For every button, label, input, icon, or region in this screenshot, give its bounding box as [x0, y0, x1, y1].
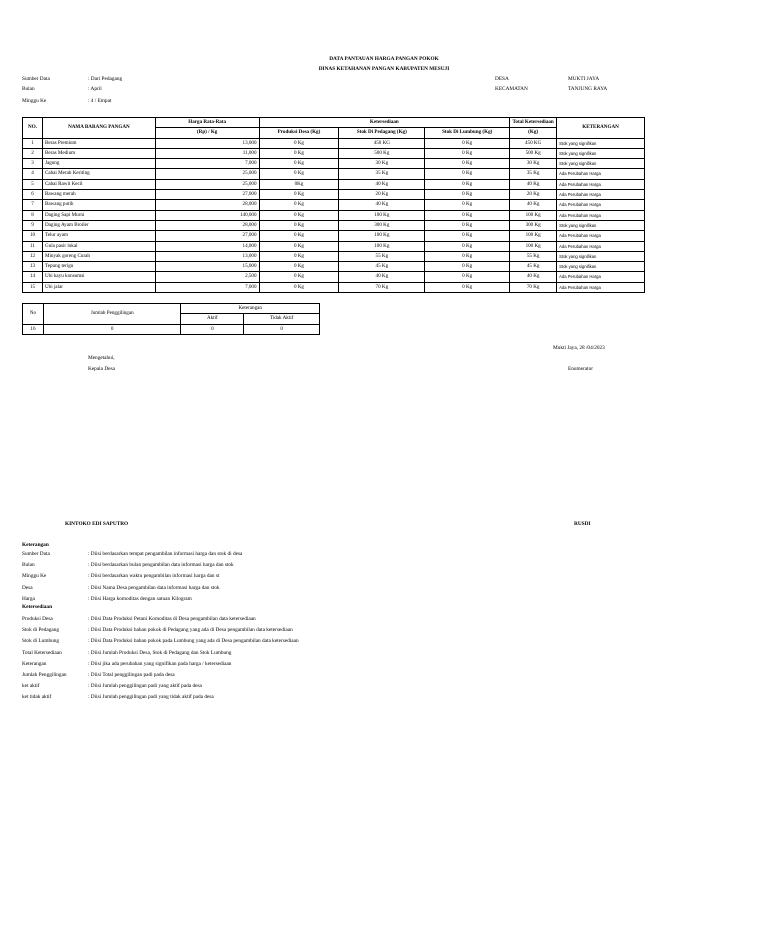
row-total: 30 Kg	[510, 159, 557, 169]
pg-header-keterangan: Keterangan	[181, 304, 320, 314]
row-harga: 15,000	[155, 262, 259, 272]
meta-desa-value: MUKTI JAYA	[568, 76, 600, 82]
sign-name-left: KINTOKO EDI SAPUTRO	[65, 521, 129, 527]
row-no: 6	[23, 190, 43, 200]
row-produksi: 0 Kg	[259, 282, 339, 292]
row-keterangan: Stok yang signifikan	[557, 159, 645, 169]
row-no: 1	[23, 138, 43, 148]
row-keterangan: Stok yang signifikan	[557, 251, 645, 261]
table-row	[23, 241, 645, 251]
legend-item	[22, 614, 256, 624]
price-table	[22, 117, 645, 293]
row-keterangan: Ada Perubahan Harga	[557, 241, 645, 251]
row-total: 40 Kg	[510, 272, 557, 282]
row-produksi: 0 Kg	[259, 241, 339, 251]
row-pedagang: 70 Kg	[339, 282, 425, 292]
row-pedagang: 100 Kg	[339, 210, 425, 220]
meta-minggu-label: Minggu Ke	[22, 98, 47, 104]
row-pedagang: 450 KG	[339, 138, 425, 148]
table-row	[23, 200, 645, 210]
legend-value: : Diisi Data Produksi bahan pokok di Pedagang yang ada di Desa pengambilan data ketersediaan	[88, 627, 293, 634]
legend-key: Harga	[22, 595, 35, 602]
row-keterangan: Stok yang signifikan	[557, 138, 645, 148]
row-nama: Cabai Merah Keriting	[42, 169, 155, 179]
sign-enumerator: Enumerator	[568, 366, 594, 372]
row-keterangan: Ada Perubahan Harga	[557, 169, 645, 179]
meta-kecamatan-label: KECAMATAN	[495, 86, 528, 92]
row-no: 3	[23, 159, 43, 169]
legend-value: : Diisi Jumlah penggilingan padi yang aktif pada desa	[88, 683, 202, 690]
row-produksi: 0 Kg	[259, 190, 339, 200]
sign-place-date: Mukti Jaya, 28 /04/2023	[553, 345, 605, 351]
header-ketersediaan: Ketersediaan	[259, 118, 510, 128]
row-nama: Ubi jalar	[42, 282, 155, 292]
row-keterangan: Ada Perubahan Harga	[557, 210, 645, 220]
pg-cell-no: 16	[23, 324, 44, 334]
pg-cell-tidak-aktif: 0	[244, 324, 320, 334]
document-subtitle: DINAS KETAHANAN PANGAN KABUPATEN MESUJI	[318, 66, 450, 72]
row-total: 100 Kg	[510, 231, 557, 241]
row-pedagang: 500 Kg	[339, 148, 425, 158]
row-nama: Beras Medium	[42, 148, 155, 158]
legend-key: Jumlah Penggilingan	[22, 672, 67, 678]
row-lumbung: 0 Kg	[425, 159, 510, 169]
row-lumbung: 0 Kg	[425, 190, 510, 200]
row-total: 45 Kg	[510, 262, 557, 272]
legend-item	[22, 594, 192, 604]
row-harga: 28,000	[155, 220, 259, 230]
row-harga: 2,500	[155, 272, 259, 282]
legend-value: : Diisi Harga komoditas dengan satuan Kilogram	[88, 595, 192, 602]
legend-value: : Diisi berdasarkan tempat pengambilan informasi harga dan stok di desa	[88, 551, 243, 557]
pg-header-jumlah: Jumlah Penggilingan	[43, 304, 181, 325]
legend-value: : Diisi Data Produksi Petani Komoditas di Desa pengambilan data ketersediaan	[88, 616, 256, 622]
row-lumbung: 0 Kg	[425, 169, 510, 179]
row-produksi: 0Kg	[259, 179, 339, 189]
header-produksi: Produksi Desa (Kg)	[259, 128, 339, 138]
row-produksi: 0 Kg	[259, 210, 339, 220]
row-no: 7	[23, 200, 43, 210]
table-row	[23, 272, 645, 282]
row-lumbung: 0 Kg	[425, 138, 510, 148]
header-keterangan: KETERANGAN	[557, 118, 645, 139]
row-nama: Beras Premium	[42, 138, 155, 148]
row-lumbung: 0 Kg	[425, 272, 510, 282]
legend-value: : Diisi Total penggilingan padi pada desa	[88, 672, 175, 678]
row-harga: 140,000	[155, 210, 259, 220]
row-harga: 27,000	[155, 190, 259, 200]
row-harga: 25,000	[155, 179, 259, 189]
meta-minggu-value: : 4 / Empat	[88, 98, 112, 104]
row-total: 450 KG	[510, 138, 557, 148]
row-harga: 7,000	[155, 282, 259, 292]
row-total: 100 Kg	[510, 241, 557, 251]
row-produksi: 0 Kg	[259, 148, 339, 158]
row-keterangan: Ada Perubahan Harga	[557, 231, 645, 241]
header-no: NO.	[23, 118, 43, 139]
row-no: 13	[23, 262, 43, 272]
row-nama: Cabai Rawit Kecil	[42, 179, 155, 189]
table-row	[23, 138, 645, 148]
meta-bulan-label: Bulan	[22, 86, 35, 92]
row-total: 40 Kg	[510, 200, 557, 210]
row-no: 12	[23, 251, 43, 261]
row-total: 55 Kg	[510, 251, 557, 261]
row-produksi: 0 Kg	[259, 200, 339, 210]
legend-value: : Diisi Jumlah Produksi Desa, Stok di Pedagang dan Stok Lumbung	[88, 649, 232, 656]
pg-cell-aktif: 0	[181, 324, 244, 334]
sign-name-right: RUSDI	[574, 521, 591, 527]
row-no: 5	[23, 179, 43, 189]
row-pedagang: 40 Kg	[339, 200, 425, 210]
row-keterangan: Stok yang signifikan	[557, 220, 645, 230]
row-total: 500 Kg	[510, 148, 557, 158]
row-nama: Bawang merah	[42, 190, 155, 200]
row-no: 4	[23, 169, 43, 179]
row-nama: Daging Sapi Murni	[42, 210, 155, 220]
legend-value: : Diisi Data Produksi bahan pokok pada Lumbung yang ada di Desa pengambilan data ketersediaan	[88, 638, 299, 645]
row-pedagang: 40 Kg	[339, 179, 425, 189]
row-keterangan: Stok yang signifikan	[557, 262, 645, 272]
row-pedagang: 30 Kg	[339, 159, 425, 169]
legend-key: ket tidak aktif	[22, 694, 52, 701]
row-produksi: 0 Kg	[259, 262, 339, 272]
row-nama: Daging Ayam Broiler	[42, 220, 155, 230]
legend-heading-keterangan: Keterangan	[22, 542, 49, 548]
row-pedagang: 20 Kg	[339, 190, 425, 200]
meta-sumber-label: Sumber Data	[22, 76, 50, 82]
row-lumbung: 0 Kg	[425, 282, 510, 292]
row-lumbung: 0 Kg	[425, 210, 510, 220]
header-total-unit: (Kg)	[510, 128, 557, 138]
table-row	[23, 262, 645, 272]
table-row	[23, 148, 645, 158]
meta-bulan-value: : April	[88, 86, 102, 92]
row-harga: 13,000	[155, 138, 259, 148]
row-lumbung: 0 Kg	[425, 179, 510, 189]
row-harga: 27,000	[155, 231, 259, 241]
legend-item	[22, 692, 214, 702]
row-nama: Tepung terigu	[42, 262, 155, 272]
row-pedagang: 300 Kg	[339, 220, 425, 230]
legend-value: : Diisi jika ada perubahan yang signifikan pada harga / ketersediaan	[88, 660, 232, 667]
legend-value: : Diisi berdasarkan waktu pengambilan informasi harga dan st	[88, 573, 220, 580]
pg-cell-jumlah: 0	[43, 324, 181, 334]
legend-value: : Diisi Nama Desa pengambilan data informasi harga dan stok	[88, 584, 220, 591]
legend-item	[22, 583, 220, 593]
table-row	[23, 190, 645, 200]
row-no: 14	[23, 272, 43, 282]
row-nama: Telur ayam	[42, 231, 155, 241]
row-produksi: 0 Kg	[259, 220, 339, 230]
header-harga-unit: (Rp) / Kg	[155, 128, 259, 138]
legend-item	[22, 625, 293, 635]
row-no: 11	[23, 241, 43, 251]
table-row	[23, 169, 645, 179]
row-pedagang: 40 Kg	[339, 272, 425, 282]
row-produksi: 0 Kg	[259, 169, 339, 179]
legend-item	[22, 659, 231, 669]
header-harga: Harga Rata-Rata	[155, 118, 259, 128]
row-lumbung: 0 Kg	[425, 262, 510, 272]
table-row	[23, 159, 645, 169]
row-pedagang: 100 Kg	[339, 231, 425, 241]
row-total: 20 Kg	[510, 190, 557, 200]
header-nama: NAMA BARANG PANGAN	[42, 118, 155, 139]
row-nama: Ubi kayu konsumsi	[42, 272, 155, 282]
row-nama: Minyak goreng Curah	[42, 251, 155, 261]
row-total: 300 Kg	[510, 220, 557, 230]
row-lumbung: 0 Kg	[425, 220, 510, 230]
legend-item	[22, 636, 299, 646]
table-row	[23, 210, 645, 220]
table-row	[23, 231, 645, 241]
legend-item	[22, 560, 234, 570]
row-total: 70 Kg	[510, 282, 557, 292]
table-row	[23, 220, 645, 230]
row-lumbung: 0 Kg	[425, 200, 510, 210]
row-harga: 25,000	[155, 169, 259, 179]
legend-item	[22, 549, 242, 559]
legend-key: Produksi Desa	[22, 616, 53, 622]
pg-header-aktif: Aktif	[181, 314, 244, 324]
meta-desa-label: DESA	[495, 76, 509, 82]
row-produksi: 0 Kg	[259, 231, 339, 241]
legend-item	[22, 670, 175, 680]
row-harga: 13,000	[155, 251, 259, 261]
header-lumbung: Stok Di Lumbung (Kg)	[425, 128, 510, 138]
row-keterangan: Ada Perubahan Harga	[557, 190, 645, 200]
legend-key: Minggu Ke	[22, 573, 47, 580]
legend-key: Sumber Data	[22, 551, 50, 557]
legend-item	[22, 571, 219, 581]
row-nama: Bawang putih	[42, 200, 155, 210]
row-total: 35 Kg	[510, 169, 557, 179]
row-produksi: 0 Kg	[259, 272, 339, 282]
sign-mengetahui: Mengetahui,	[88, 355, 115, 361]
row-no: 15	[23, 282, 43, 292]
meta-sumber-value: : Dari Pedagang	[88, 76, 123, 82]
row-keterangan: Ada Perubahan Harga	[557, 200, 645, 210]
row-keterangan: Ada Perubahan Harga	[557, 272, 645, 282]
legend-key: Total Ketersediaan	[22, 649, 62, 656]
row-no: 9	[23, 220, 43, 230]
header-total: Total Ketersediaan	[510, 118, 557, 128]
pg-header-tidak-aktif: Tidak Aktif	[244, 314, 320, 324]
row-lumbung: 0 Kg	[425, 148, 510, 158]
row-lumbung: 0 Kg	[425, 241, 510, 251]
legend-key: Keterangan	[22, 660, 47, 667]
row-no: 8	[23, 210, 43, 220]
row-pedagang: 100 Kg	[339, 241, 425, 251]
row-produksi: 0 Kg	[259, 251, 339, 261]
row-keterangan: Stok yang signifikan	[557, 148, 645, 158]
row-harga: 14,000	[155, 241, 259, 251]
legend-heading-ketersediaan: Ketersediaan	[22, 604, 53, 610]
document-title: DATA PANTAUAN HARGA PANGAN POKOK	[329, 56, 439, 62]
penggilingan-table	[22, 303, 320, 335]
row-nama: Gula pasir lokal	[42, 241, 155, 251]
legend-key: Bulan	[22, 562, 35, 569]
header-pedagang: Stok Di Pedagang (Kg)	[339, 128, 425, 138]
row-total: 100 Kg	[510, 210, 557, 220]
legend-value: : Diisi Jumlah penggilingan padi yang tidak aktif pada desa	[88, 694, 214, 701]
table-row	[23, 251, 645, 261]
legend-key: Stok di Pedagang	[22, 627, 60, 634]
sign-kepala-desa: Kepala Desa	[88, 366, 115, 372]
row-pedagang: 45 Kg	[339, 262, 425, 272]
legend-item	[22, 648, 231, 658]
legend-key: ket aktif	[22, 683, 40, 690]
legend-key: Desa	[22, 584, 33, 591]
row-harga: 28,000	[155, 200, 259, 210]
legend-key: Stok di Lumbung	[22, 638, 60, 645]
row-lumbung: 0 Kg	[425, 251, 510, 261]
row-pedagang: 55 Kg	[339, 251, 425, 261]
row-keterangan: Ada Perubahan Harga	[557, 282, 645, 292]
row-no: 2	[23, 148, 43, 158]
row-total: 40 Kg	[510, 179, 557, 189]
legend-item	[22, 681, 202, 691]
row-produksi: 0 Kg	[259, 159, 339, 169]
row-harga: 7,000	[155, 159, 259, 169]
meta-kecamatan-value: TANJUNG RAYA	[568, 86, 608, 92]
table-row	[23, 282, 645, 292]
row-nama: Jagung	[42, 159, 155, 169]
row-harga: 11,000	[155, 148, 259, 158]
table-row	[23, 179, 645, 189]
legend-value: : Diisi berdasarkan bulan pengambilan data informasi harga dan stok	[88, 562, 234, 569]
pg-header-no: No	[23, 304, 44, 325]
row-lumbung: 0 Kg	[425, 231, 510, 241]
row-pedagang: 35 Kg	[339, 169, 425, 179]
row-no: 10	[23, 231, 43, 241]
row-keterangan: Ada Perubahan Harga	[557, 179, 645, 189]
row-produksi: 0 Kg	[259, 138, 339, 148]
